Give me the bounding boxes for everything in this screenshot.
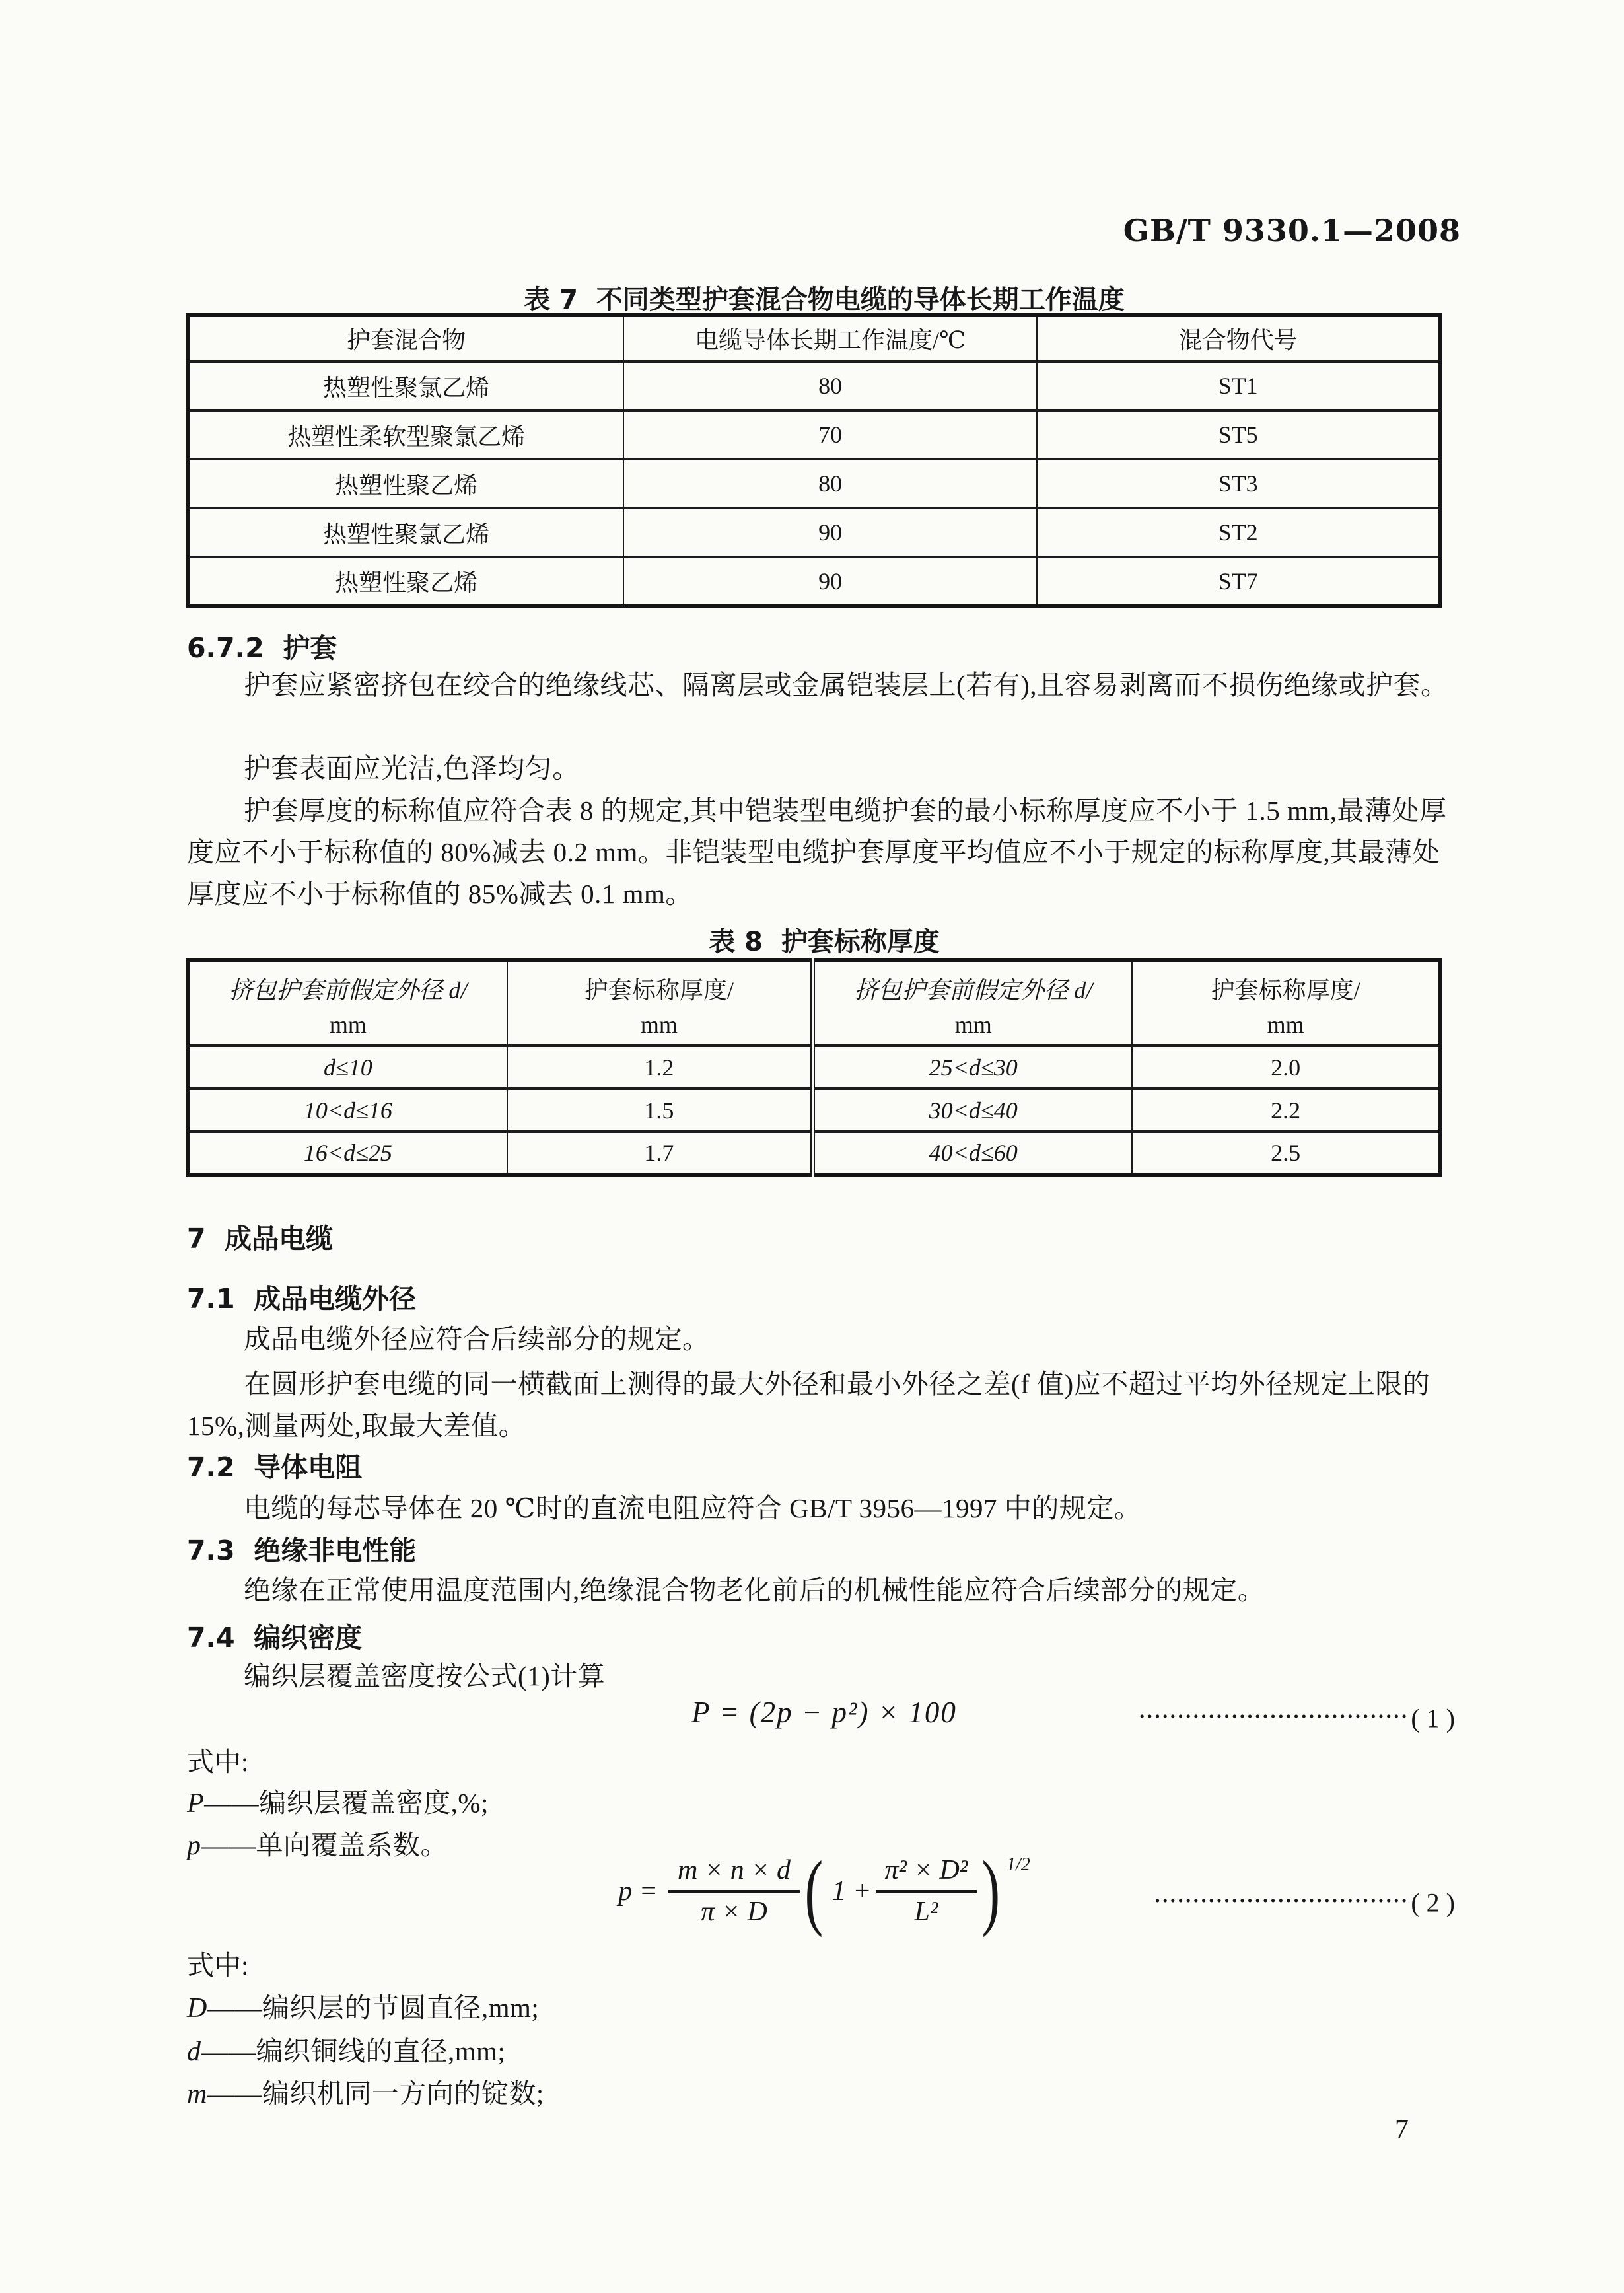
definition-symbol: m — [187, 2079, 207, 2109]
formula-2-expression — [618, 1844, 1030, 1938]
table8-header-unit: mm — [640, 1011, 678, 1038]
paragraph-insulation-properties: 绝缘在正常使用温度范围内,绝缘混合物老化前后的机械性能应符合后续部分的规定。 — [244, 1575, 1265, 1605]
right-paren: ) — [981, 1844, 1001, 1938]
paragraph-cable-diameter: 成品电缆外径应符合后续部分的规定。 — [244, 1324, 710, 1354]
definition-symbol: P — [187, 1788, 205, 1819]
table8-header-line1: 护套标称厚度/ — [1211, 977, 1360, 1003]
table7-cell: 热塑性聚乙烯 — [188, 459, 623, 508]
table7-cell: 热塑性柔软型聚氯乙烯 — [188, 410, 623, 459]
table8-header-thickness-left — [507, 960, 813, 1046]
fraction-denominator: π × D — [701, 1896, 767, 1927]
table7-row — [188, 557, 1440, 606]
formula-2-lhs: p = — [618, 1875, 658, 1907]
fraction-denominator: L² — [914, 1896, 938, 1927]
table8-title: 表 8 护套标称厚度 — [709, 927, 940, 957]
table8-header-unit: mm — [954, 1011, 992, 1038]
table7-cell: 热塑性聚氯乙烯 — [188, 508, 623, 557]
table8-header-line1: 挤包护套前假定外径 d/ — [854, 977, 1093, 1003]
paragraph-sheath-extrusion: 护套应紧密挤包在绞合的绝缘线芯、隔离层或金属铠装层上(若有),且容易剥离而不损伤绝缘或护套。 — [244, 670, 1448, 700]
table8-cell: 1.2 — [507, 1046, 813, 1089]
definition-text: ——单向覆盖系数。 — [201, 1830, 448, 1860]
table7-header-sheath: 护套混合物 — [188, 315, 623, 361]
table7-cell: ST2 — [1037, 508, 1440, 557]
definition-P — [187, 1781, 1462, 1820]
heading-6-7-2: 6.7.2 护套 — [187, 632, 337, 664]
table7-row — [188, 508, 1440, 557]
table7-row — [188, 361, 1440, 410]
table8-row — [188, 1089, 1440, 1132]
table7-cell: ST5 — [1037, 410, 1440, 459]
paragraph-f-value: 在圆形护套电缆的同一横截面上测得的最大外径和最小外径之差(f 值)应不超过平均外径规定上限的 15%,测量两处,取最大差值。 — [187, 1369, 1430, 1441]
page-number: 7 — [1395, 2115, 1409, 2145]
table8 — [186, 958, 1442, 1177]
table7-header-row — [188, 315, 1440, 361]
fraction-numerator: π² × D² — [876, 1854, 977, 1892]
table7-cell: 80 — [623, 361, 1037, 410]
table8-row — [188, 1132, 1440, 1175]
left-paren: ( — [804, 1844, 824, 1938]
table7-cell: ST3 — [1037, 459, 1440, 508]
table8-header-diameter-left — [188, 960, 507, 1046]
table8-cell: d≤10 — [188, 1046, 507, 1089]
definition-text: ——编织层覆盖密度,%; — [204, 1788, 489, 1818]
heading-7-2: 7.2 导体电阻 — [187, 1451, 363, 1483]
table8-header-diameter-right — [813, 960, 1133, 1046]
table7-cell: 热塑性聚乙烯 — [188, 557, 623, 606]
table8-cell: 30<d≤40 — [813, 1089, 1133, 1132]
table8-header-thickness-right — [1132, 960, 1440, 1046]
heading-7: 7 成品电缆 — [187, 1223, 334, 1255]
formula-2-leader — [1154, 1887, 1455, 1918]
table8-cell: 10<d≤16 — [188, 1089, 507, 1132]
table8-cell: 1.5 — [507, 1089, 813, 1132]
formula-2-inner: 1 + — [831, 1875, 872, 1907]
formula-1-expression: P = (2p − p²) × 100 — [691, 1696, 957, 1729]
table7-header-code: 混合物代号 — [1037, 315, 1440, 361]
definition-m — [187, 2072, 1462, 2111]
table8-row — [188, 1046, 1440, 1089]
table8-cell: 25<d≤30 — [813, 1046, 1133, 1089]
definition-d — [187, 2029, 1462, 2068]
paragraph-braid-density: 编织层覆盖密度按公式(1)计算 — [244, 1661, 606, 1691]
table8-header-row — [188, 960, 1440, 1046]
fraction — [668, 1854, 800, 1928]
heading-7-4: 7.4 编织密度 — [187, 1622, 363, 1654]
definition-D — [187, 1986, 1462, 2025]
definition-symbol: d — [187, 2037, 201, 2067]
heading-7-3: 7.3 绝缘非电性能 — [187, 1535, 417, 1566]
where-label-1: 式中: — [187, 1747, 249, 1777]
table7-cell: ST7 — [1037, 557, 1440, 606]
formula-1-number: ( 1 ) — [1411, 1703, 1455, 1733]
table8-cell: 16<d≤25 — [188, 1132, 507, 1175]
paragraph-sheath-surface: 护套表面应光洁,色泽均匀。 — [244, 753, 580, 783]
table7-cell: 热塑性聚氯乙烯 — [188, 361, 623, 410]
table7-row — [188, 410, 1440, 459]
table8-cell: 2.0 — [1132, 1046, 1440, 1089]
paragraph-sheath-thickness: 护套厚度的标称值应符合表 8 的规定,其中铠装型电缆护套的最小标称厚度应不小于 1.5 mm,最薄处厚度应不小于标称值的 80%减去 0.2 mm。非铠装型电缆护套厚度平均值应不小于规定的标称厚度,其最薄处厚度应不小于标称值的 85%减去 0.1 mm。 — [187, 795, 1447, 909]
definition-text: ——编织铜线的直径,mm; — [201, 2036, 506, 2066]
table7-cell: 90 — [623, 508, 1037, 557]
table7-cell: 80 — [623, 459, 1037, 508]
table7-row — [188, 459, 1440, 508]
table7-title: 表 7 不同类型护套混合物电缆的导体长期工作温度 — [524, 285, 1125, 315]
table7-cell: 70 — [623, 410, 1037, 459]
fraction-numerator: m × n × d — [668, 1854, 800, 1892]
table7-cell: ST1 — [1037, 361, 1440, 410]
heading-7-1: 7.1 成品电缆外径 — [187, 1283, 417, 1315]
table7-header-temp: 电缆导体长期工作温度/℃ — [623, 315, 1037, 361]
definition-symbol: p — [187, 1831, 201, 1861]
table7 — [186, 313, 1442, 608]
formula-1-leader — [1139, 1703, 1455, 1734]
table8-header-unit: mm — [329, 1011, 367, 1038]
definition-text: ——编织机同一方向的锭数; — [207, 2078, 544, 2109]
fraction — [876, 1854, 977, 1928]
table8-cell: 1.7 — [507, 1132, 813, 1175]
formula-2-exponent: 1/2 — [1006, 1854, 1030, 1875]
standard-code-header: GB/T 9330.1—2008 — [1123, 213, 1461, 248]
leader-dots: ··································· — [1138, 1704, 1409, 1728]
formula-2-number: ( 2 ) — [1411, 1887, 1455, 1918]
table8-header-line1: 护套标称厚度/ — [584, 977, 734, 1003]
table8-cell: 2.2 — [1132, 1089, 1440, 1132]
table8-cell: 2.5 — [1132, 1132, 1440, 1175]
leader-dots: ································· — [1154, 1888, 1409, 1912]
table8-header-line1: 挤包护套前假定外径 d/ — [229, 977, 468, 1003]
paragraph-conductor-resistance: 电缆的每芯导体在 20 ℃时的直流电阻应符合 GB/T 3956—1997 中的规定。 — [244, 1493, 1142, 1523]
table7-cell: 90 — [623, 557, 1037, 606]
table8-cell: 40<d≤60 — [813, 1132, 1133, 1175]
where-label-2: 式中: — [187, 1950, 249, 1981]
definition-text: ——编织层的节圆直径,mm; — [207, 1992, 540, 2023]
table8-header-unit: mm — [1267, 1011, 1304, 1038]
formula-1 — [187, 1695, 1462, 1741]
definition-symbol: D — [187, 1993, 207, 2023]
